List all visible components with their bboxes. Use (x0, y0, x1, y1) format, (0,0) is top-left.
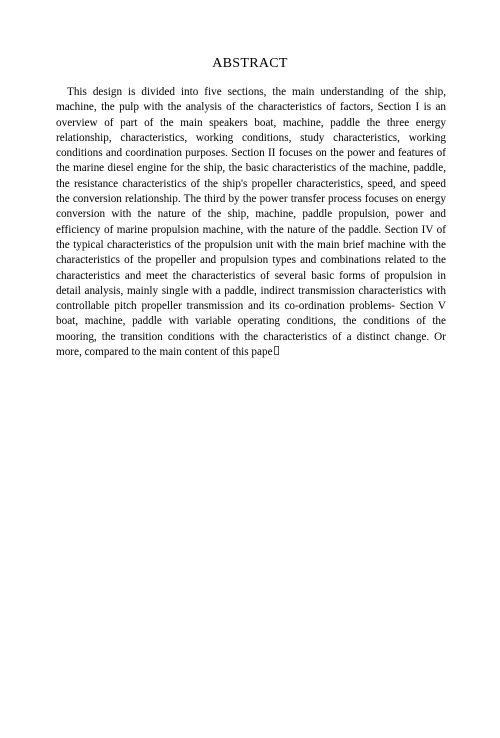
abstract-text: This design is divided into five sections, the main understanding of the ship, machine, the pulp with the analysis of the characteristics of factors, Section I is an overview of part of the main speakers boat, machine, paddle the three energy relationship, characteristics, working conditions, study characteristics, working conditions and coordination purposes. Section II focuses on the power and features of the marine diesel engine for the ship, the basic characteristics of the machine, paddle, the resistance characteristics of the ship's propeller characteristics, speed, and speed the conversion relationship. The third by the power transfer process focuses on energy conversion with the nature of the ship, machine, paddle propulsion, power and efficiency of marine propulsion machine, with the nature of the paddle. Section IV of the typical characteristics of the propulsion unit with the main brief machine with the characteristics of the propeller and propulsion types and combinations related to the characteristics and meet the characteristics of several basic forms of propulsion in detail analysis, mainly single with a paddle, indirect transmission characteristics with controllable pitch propeller transmission and its co-ordination problems- Section V boat, machine, paddle with variable operating conditions, the conditions of the mooring, the transition conditions with the characteristics of a distinct change. Or more, compared to the main content of this pape (56, 86, 446, 359)
missing-glyph-box (274, 346, 279, 355)
abstract-heading: ABSTRACT (212, 56, 288, 71)
abstract-paragraph (56, 85, 446, 360)
